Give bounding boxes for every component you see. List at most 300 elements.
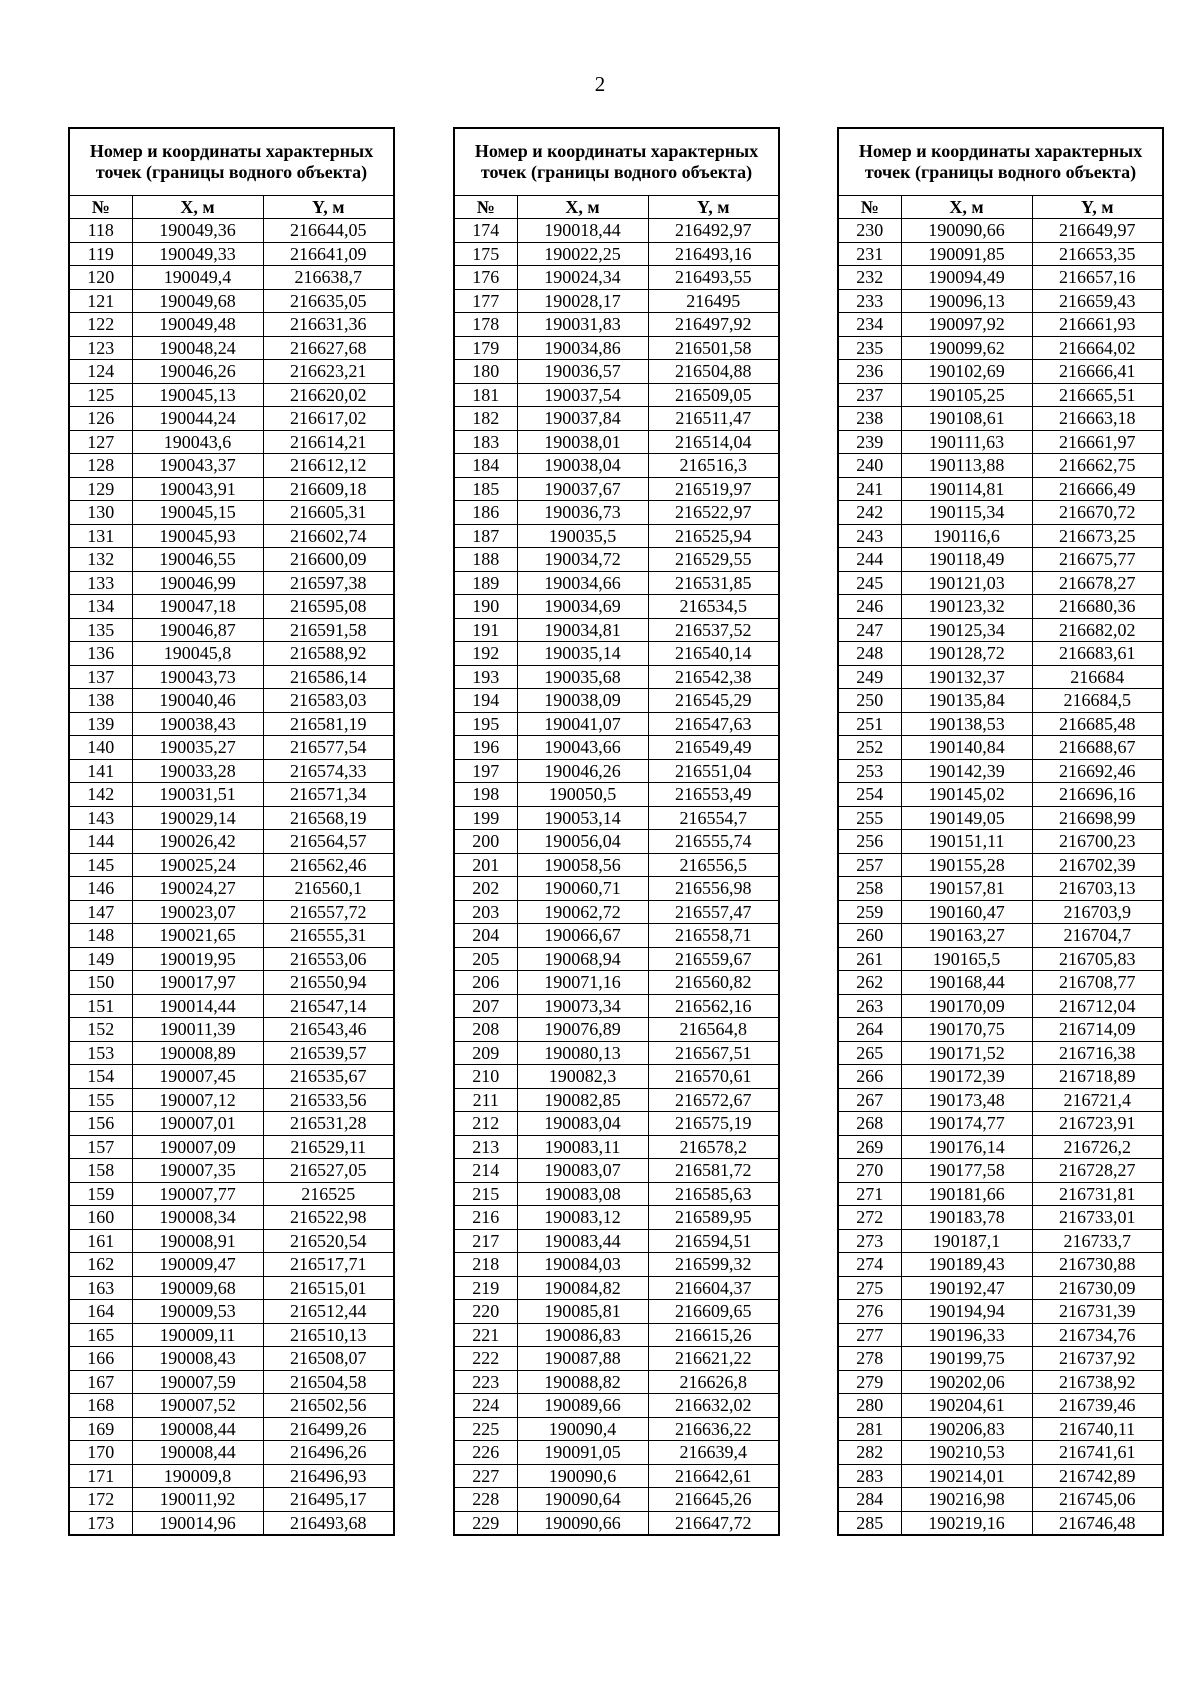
point-number-cell: 137: [69, 665, 132, 689]
table-row: [454, 712, 779, 736]
y-coordinate-cell: 216602,74: [263, 524, 394, 548]
point-number-cell: 201: [454, 853, 517, 877]
y-coordinate-cell: 216661,93: [1032, 313, 1163, 337]
point-number-cell: 224: [454, 1394, 517, 1418]
table-row: [838, 642, 1163, 666]
x-coordinate-cell: 190090,6: [517, 1464, 648, 1488]
x-coordinate-cell: 190018,44: [517, 219, 648, 243]
point-number-cell: 171: [69, 1464, 132, 1488]
point-number-cell: 246: [838, 595, 901, 619]
point-number-cell: 174: [454, 219, 517, 243]
y-coordinate-cell: 216522,98: [263, 1206, 394, 1230]
table-row: [838, 759, 1163, 783]
table-row: [838, 571, 1163, 595]
x-coordinate-cell: 190053,14: [517, 806, 648, 830]
point-number-cell: 202: [454, 877, 517, 901]
table-row: [838, 1394, 1163, 1418]
column-header-x: X, м: [132, 196, 263, 219]
point-number-cell: 172: [69, 1488, 132, 1512]
y-coordinate-cell: 216718,89: [1032, 1065, 1163, 1089]
y-coordinate-cell: 216591,58: [263, 618, 394, 642]
x-coordinate-cell: 190177,58: [901, 1159, 1032, 1183]
point-number-cell: 161: [69, 1229, 132, 1253]
table-row: [69, 1417, 394, 1441]
x-coordinate-cell: 190083,08: [517, 1182, 648, 1206]
table-row: [69, 947, 394, 971]
point-number-cell: 154: [69, 1065, 132, 1089]
point-number-cell: 226: [454, 1441, 517, 1465]
point-number-cell: 188: [454, 548, 517, 572]
y-coordinate-cell: 216708,77: [1032, 971, 1163, 995]
y-coordinate-cell: 216604,37: [648, 1276, 779, 1300]
table-row: [69, 1323, 394, 1347]
table-row: [838, 689, 1163, 713]
x-coordinate-cell: 190031,83: [517, 313, 648, 337]
table-row: [69, 430, 394, 454]
y-coordinate-cell: 216728,27: [1032, 1159, 1163, 1183]
table-row: [838, 1041, 1163, 1065]
y-coordinate-cell: 216666,41: [1032, 360, 1163, 384]
table-row: [454, 454, 779, 478]
table-row: [69, 383, 394, 407]
point-number-cell: 128: [69, 454, 132, 478]
table-row: [838, 783, 1163, 807]
x-coordinate-cell: 190035,27: [132, 736, 263, 760]
point-number-cell: 146: [69, 877, 132, 901]
x-coordinate-cell: 190087,88: [517, 1347, 648, 1371]
point-number-cell: 279: [838, 1370, 901, 1394]
point-number-cell: 151: [69, 994, 132, 1018]
x-coordinate-cell: 190206,83: [901, 1417, 1032, 1441]
point-number-cell: 189: [454, 571, 517, 595]
point-number-cell: 242: [838, 501, 901, 525]
y-coordinate-cell: 216519,97: [648, 477, 779, 501]
table-row: [69, 689, 394, 713]
table-row: [454, 830, 779, 854]
point-number-cell: 158: [69, 1159, 132, 1183]
point-number-cell: 191: [454, 618, 517, 642]
table-row: [838, 313, 1163, 337]
point-number-cell: 259: [838, 900, 901, 924]
y-coordinate-cell: 216739,46: [1032, 1394, 1163, 1418]
y-coordinate-cell: 216564,57: [263, 830, 394, 854]
y-coordinate-cell: 216730,88: [1032, 1253, 1163, 1277]
x-coordinate-cell: 190062,72: [517, 900, 648, 924]
point-number-cell: 119: [69, 242, 132, 266]
point-number-cell: 179: [454, 336, 517, 360]
y-coordinate-cell: 216525: [263, 1182, 394, 1206]
table-row: [69, 1347, 394, 1371]
table-row: [69, 454, 394, 478]
table-row: [69, 736, 394, 760]
point-number-cell: 120: [69, 266, 132, 290]
table-row: [454, 477, 779, 501]
point-number-cell: 229: [454, 1511, 517, 1535]
x-coordinate-cell: 190173,48: [901, 1088, 1032, 1112]
point-number-cell: 206: [454, 971, 517, 995]
x-coordinate-cell: 190132,37: [901, 665, 1032, 689]
table-row: [838, 618, 1163, 642]
y-coordinate-cell: 216703,13: [1032, 877, 1163, 901]
x-coordinate-cell: 190066,67: [517, 924, 648, 948]
table-row: [838, 806, 1163, 830]
table-row: [69, 877, 394, 901]
point-number-cell: 278: [838, 1347, 901, 1371]
table-row: [69, 1370, 394, 1394]
x-coordinate-cell: 190192,47: [901, 1276, 1032, 1300]
table-row: [454, 1112, 779, 1136]
column-header-x: X, м: [517, 196, 648, 219]
x-coordinate-cell: 190043,37: [132, 454, 263, 478]
point-number-cell: 142: [69, 783, 132, 807]
x-coordinate-cell: 190170,75: [901, 1018, 1032, 1042]
table-row: [69, 759, 394, 783]
y-coordinate-cell: 216666,49: [1032, 477, 1163, 501]
point-number-cell: 213: [454, 1135, 517, 1159]
x-coordinate-cell: 190194,94: [901, 1300, 1032, 1324]
x-coordinate-cell: 190073,34: [517, 994, 648, 1018]
table-row: [69, 1300, 394, 1324]
y-coordinate-cell: 216585,63: [648, 1182, 779, 1206]
y-coordinate-cell: 216594,51: [648, 1229, 779, 1253]
y-coordinate-cell: 216632,02: [648, 1394, 779, 1418]
table-row: [838, 1323, 1163, 1347]
x-coordinate-cell: 190199,75: [901, 1347, 1032, 1371]
y-coordinate-cell: 216516,3: [648, 454, 779, 478]
table-row: [838, 1065, 1163, 1089]
point-number-cell: 145: [69, 853, 132, 877]
point-number-cell: 220: [454, 1300, 517, 1324]
x-coordinate-cell: 190083,44: [517, 1229, 648, 1253]
x-coordinate-cell: 190111,63: [901, 430, 1032, 454]
y-coordinate-cell: 216564,8: [648, 1018, 779, 1042]
x-coordinate-cell: 190011,92: [132, 1488, 263, 1512]
y-coordinate-cell: 216512,44: [263, 1300, 394, 1324]
x-coordinate-cell: 190210,53: [901, 1441, 1032, 1465]
table-row: [69, 1441, 394, 1465]
y-coordinate-cell: 216597,38: [263, 571, 394, 595]
y-coordinate-cell: 216675,77: [1032, 548, 1163, 572]
point-number-cell: 170: [69, 1441, 132, 1465]
x-coordinate-cell: 190219,16: [901, 1511, 1032, 1535]
x-coordinate-cell: 190043,73: [132, 665, 263, 689]
y-coordinate-cell: 216684,5: [1032, 689, 1163, 713]
x-coordinate-cell: 190009,8: [132, 1464, 263, 1488]
point-number-cell: 280: [838, 1394, 901, 1418]
x-coordinate-cell: 190048,24: [132, 336, 263, 360]
y-coordinate-cell: 216501,58: [648, 336, 779, 360]
y-coordinate-cell: 216577,54: [263, 736, 394, 760]
x-coordinate-cell: 190045,8: [132, 642, 263, 666]
point-number-cell: 244: [838, 548, 901, 572]
x-coordinate-cell: 190113,88: [901, 454, 1032, 478]
y-coordinate-cell: 216553,49: [648, 783, 779, 807]
x-coordinate-cell: 190183,78: [901, 1206, 1032, 1230]
table-row: [69, 1276, 394, 1300]
y-coordinate-cell: 216599,32: [648, 1253, 779, 1277]
page-number: 2: [594, 72, 606, 96]
point-number-cell: 143: [69, 806, 132, 830]
table-row: [69, 242, 394, 266]
point-number-cell: 247: [838, 618, 901, 642]
y-coordinate-cell: 216555,74: [648, 830, 779, 854]
y-coordinate-cell: 216617,02: [263, 407, 394, 431]
x-coordinate-cell: 190007,09: [132, 1135, 263, 1159]
point-number-cell: 235: [838, 336, 901, 360]
table-row: [454, 430, 779, 454]
table-row: [838, 1112, 1163, 1136]
y-coordinate-cell: 216567,51: [648, 1041, 779, 1065]
x-coordinate-cell: 190021,65: [132, 924, 263, 948]
y-coordinate-cell: 216636,22: [648, 1417, 779, 1441]
x-coordinate-cell: 190026,42: [132, 830, 263, 854]
x-coordinate-cell: 190172,39: [901, 1065, 1032, 1089]
y-coordinate-cell: 216533,56: [263, 1088, 394, 1112]
column-header-y: Y, м: [263, 196, 394, 219]
point-number-cell: 254: [838, 783, 901, 807]
y-coordinate-cell: 216721,4: [1032, 1088, 1163, 1112]
point-number-cell: 249: [838, 665, 901, 689]
x-coordinate-cell: 190096,13: [901, 289, 1032, 313]
x-coordinate-cell: 190007,35: [132, 1159, 263, 1183]
table-row: [838, 383, 1163, 407]
point-number-cell: 223: [454, 1370, 517, 1394]
x-coordinate-cell: 190089,66: [517, 1394, 648, 1418]
table-row: [838, 1088, 1163, 1112]
x-coordinate-cell: 190007,45: [132, 1065, 263, 1089]
x-coordinate-cell: 190216,98: [901, 1488, 1032, 1512]
x-coordinate-cell: 190123,32: [901, 595, 1032, 619]
table-row: [69, 1511, 394, 1535]
table-row: [454, 1206, 779, 1230]
point-number-cell: 228: [454, 1488, 517, 1512]
point-number-cell: 216: [454, 1206, 517, 1230]
x-coordinate-cell: 190023,07: [132, 900, 263, 924]
point-number-cell: 209: [454, 1041, 517, 1065]
point-number-cell: 250: [838, 689, 901, 713]
table-row: [838, 1370, 1163, 1394]
x-coordinate-cell: 190049,33: [132, 242, 263, 266]
table-row: [69, 1488, 394, 1512]
point-number-cell: 121: [69, 289, 132, 313]
table-row: [454, 407, 779, 431]
y-coordinate-cell: 216730,09: [1032, 1276, 1163, 1300]
point-number-cell: 190: [454, 595, 517, 619]
y-coordinate-cell: 216745,06: [1032, 1488, 1163, 1512]
point-number-cell: 239: [838, 430, 901, 454]
table-row: [69, 712, 394, 736]
table-row: [69, 806, 394, 830]
point-number-cell: 139: [69, 712, 132, 736]
y-coordinate-cell: 216657,16: [1032, 266, 1163, 290]
point-number-cell: 232: [838, 266, 901, 290]
y-coordinate-cell: 216525,94: [648, 524, 779, 548]
point-number-cell: 258: [838, 877, 901, 901]
table-row: [69, 642, 394, 666]
x-coordinate-cell: 190008,44: [132, 1441, 263, 1465]
point-number-cell: 274: [838, 1253, 901, 1277]
point-number-cell: 230: [838, 219, 901, 243]
x-coordinate-cell: 190091,05: [517, 1441, 648, 1465]
point-number-cell: 152: [69, 1018, 132, 1042]
table-row: [69, 853, 394, 877]
table-row: [454, 642, 779, 666]
point-number-cell: 215: [454, 1182, 517, 1206]
x-coordinate-cell: 190116,6: [901, 524, 1032, 548]
table-row: [838, 1159, 1163, 1183]
point-number-cell: 192: [454, 642, 517, 666]
x-coordinate-cell: 190040,46: [132, 689, 263, 713]
x-coordinate-cell: 190084,82: [517, 1276, 648, 1300]
x-coordinate-cell: 190071,16: [517, 971, 648, 995]
point-number-cell: 210: [454, 1065, 517, 1089]
point-number-cell: 118: [69, 219, 132, 243]
y-coordinate-cell: 216688,67: [1032, 736, 1163, 760]
x-coordinate-cell: 190160,47: [901, 900, 1032, 924]
table-row: [454, 524, 779, 548]
x-coordinate-cell: 190024,34: [517, 266, 648, 290]
x-coordinate-cell: 190034,81: [517, 618, 648, 642]
point-number-cell: 264: [838, 1018, 901, 1042]
y-coordinate-cell: 216583,03: [263, 689, 394, 713]
table-row: [454, 1347, 779, 1371]
y-coordinate-cell: 216545,29: [648, 689, 779, 713]
y-coordinate-cell: 216685,48: [1032, 712, 1163, 736]
table-row: [838, 1206, 1163, 1230]
point-number-cell: 281: [838, 1417, 901, 1441]
y-coordinate-cell: 216572,67: [648, 1088, 779, 1112]
table-row: [838, 1229, 1163, 1253]
y-coordinate-cell: 216726,2: [1032, 1135, 1163, 1159]
point-number-cell: 272: [838, 1206, 901, 1230]
y-coordinate-cell: 216531,85: [648, 571, 779, 595]
table-row: [69, 289, 394, 313]
table-row: [454, 1135, 779, 1159]
point-number-cell: 177: [454, 289, 517, 313]
table-row: [69, 830, 394, 854]
table-row: [838, 289, 1163, 313]
point-number-cell: 271: [838, 1182, 901, 1206]
x-coordinate-cell: 190115,34: [901, 501, 1032, 525]
y-coordinate-cell: 216534,5: [648, 595, 779, 619]
point-number-cell: 283: [838, 1464, 901, 1488]
table-row: [454, 877, 779, 901]
x-coordinate-cell: 190019,95: [132, 947, 263, 971]
y-coordinate-cell: 216682,02: [1032, 618, 1163, 642]
table-row: [69, 266, 394, 290]
y-coordinate-cell: 216578,2: [648, 1135, 779, 1159]
point-number-cell: 196: [454, 736, 517, 760]
point-number-cell: 135: [69, 618, 132, 642]
x-coordinate-cell: 190214,01: [901, 1464, 1032, 1488]
x-coordinate-cell: 190135,84: [901, 689, 1032, 713]
point-number-cell: 256: [838, 830, 901, 854]
y-coordinate-cell: 216575,19: [648, 1112, 779, 1136]
point-number-cell: 132: [69, 548, 132, 572]
table-row: [69, 1394, 394, 1418]
x-coordinate-cell: 190060,71: [517, 877, 648, 901]
y-coordinate-cell: 216609,18: [263, 477, 394, 501]
table-row: [454, 900, 779, 924]
x-coordinate-cell: 190034,86: [517, 336, 648, 360]
x-coordinate-cell: 190125,34: [901, 618, 1032, 642]
point-number-cell: 193: [454, 665, 517, 689]
y-coordinate-cell: 216614,21: [263, 430, 394, 454]
table-row: [838, 1253, 1163, 1277]
table-row: [454, 665, 779, 689]
point-number-cell: 261: [838, 947, 901, 971]
point-number-cell: 178: [454, 313, 517, 337]
table-row: [454, 242, 779, 266]
point-number-cell: 136: [69, 642, 132, 666]
coordinates-table-1: [68, 127, 395, 1536]
x-coordinate-cell: 190090,64: [517, 1488, 648, 1512]
table-row: [838, 994, 1163, 1018]
point-number-cell: 181: [454, 383, 517, 407]
point-number-cell: 266: [838, 1065, 901, 1089]
point-number-cell: 245: [838, 571, 901, 595]
y-coordinate-cell: 216723,91: [1032, 1112, 1163, 1136]
y-coordinate-cell: 216496,93: [263, 1464, 394, 1488]
y-coordinate-cell: 216529,55: [648, 548, 779, 572]
x-coordinate-cell: 190170,09: [901, 994, 1032, 1018]
y-coordinate-cell: 216551,04: [648, 759, 779, 783]
y-coordinate-cell: 216527,05: [263, 1159, 394, 1183]
x-coordinate-cell: 190165,5: [901, 947, 1032, 971]
y-coordinate-cell: 216623,21: [263, 360, 394, 384]
table-row: [69, 1229, 394, 1253]
x-coordinate-cell: 190008,43: [132, 1347, 263, 1371]
y-coordinate-cell: 216550,94: [263, 971, 394, 995]
x-coordinate-cell: 190047,18: [132, 595, 263, 619]
y-coordinate-cell: 216504,88: [648, 360, 779, 384]
x-coordinate-cell: 190187,1: [901, 1229, 1032, 1253]
table-row: [69, 665, 394, 689]
table-row: [454, 266, 779, 290]
y-coordinate-cell: 216731,81: [1032, 1182, 1163, 1206]
point-number-cell: 252: [838, 736, 901, 760]
x-coordinate-cell: 190043,6: [132, 430, 263, 454]
point-number-cell: 218: [454, 1253, 517, 1277]
x-coordinate-cell: 190007,12: [132, 1088, 263, 1112]
x-coordinate-cell: 190114,81: [901, 477, 1032, 501]
point-number-cell: 138: [69, 689, 132, 713]
y-coordinate-cell: 216740,11: [1032, 1417, 1163, 1441]
point-number-cell: 187: [454, 524, 517, 548]
table-row: [454, 1300, 779, 1324]
x-coordinate-cell: 190049,36: [132, 219, 263, 243]
point-number-cell: 133: [69, 571, 132, 595]
y-coordinate-cell: 216661,97: [1032, 430, 1163, 454]
table-row: [69, 595, 394, 619]
point-number-cell: 240: [838, 454, 901, 478]
x-coordinate-cell: 190142,39: [901, 759, 1032, 783]
table-row: [838, 219, 1163, 243]
point-number-cell: 197: [454, 759, 517, 783]
y-coordinate-cell: 216562,16: [648, 994, 779, 1018]
point-number-cell: 140: [69, 736, 132, 760]
x-coordinate-cell: 190102,69: [901, 360, 1032, 384]
x-coordinate-cell: 190014,96: [132, 1511, 263, 1535]
y-coordinate-cell: 216627,68: [263, 336, 394, 360]
x-coordinate-cell: 190151,11: [901, 830, 1032, 854]
point-number-cell: 144: [69, 830, 132, 854]
table-row: [454, 1018, 779, 1042]
y-coordinate-cell: 216492,97: [648, 219, 779, 243]
x-coordinate-cell: 190083,12: [517, 1206, 648, 1230]
x-coordinate-cell: 190031,51: [132, 783, 263, 807]
table-row: [838, 407, 1163, 431]
